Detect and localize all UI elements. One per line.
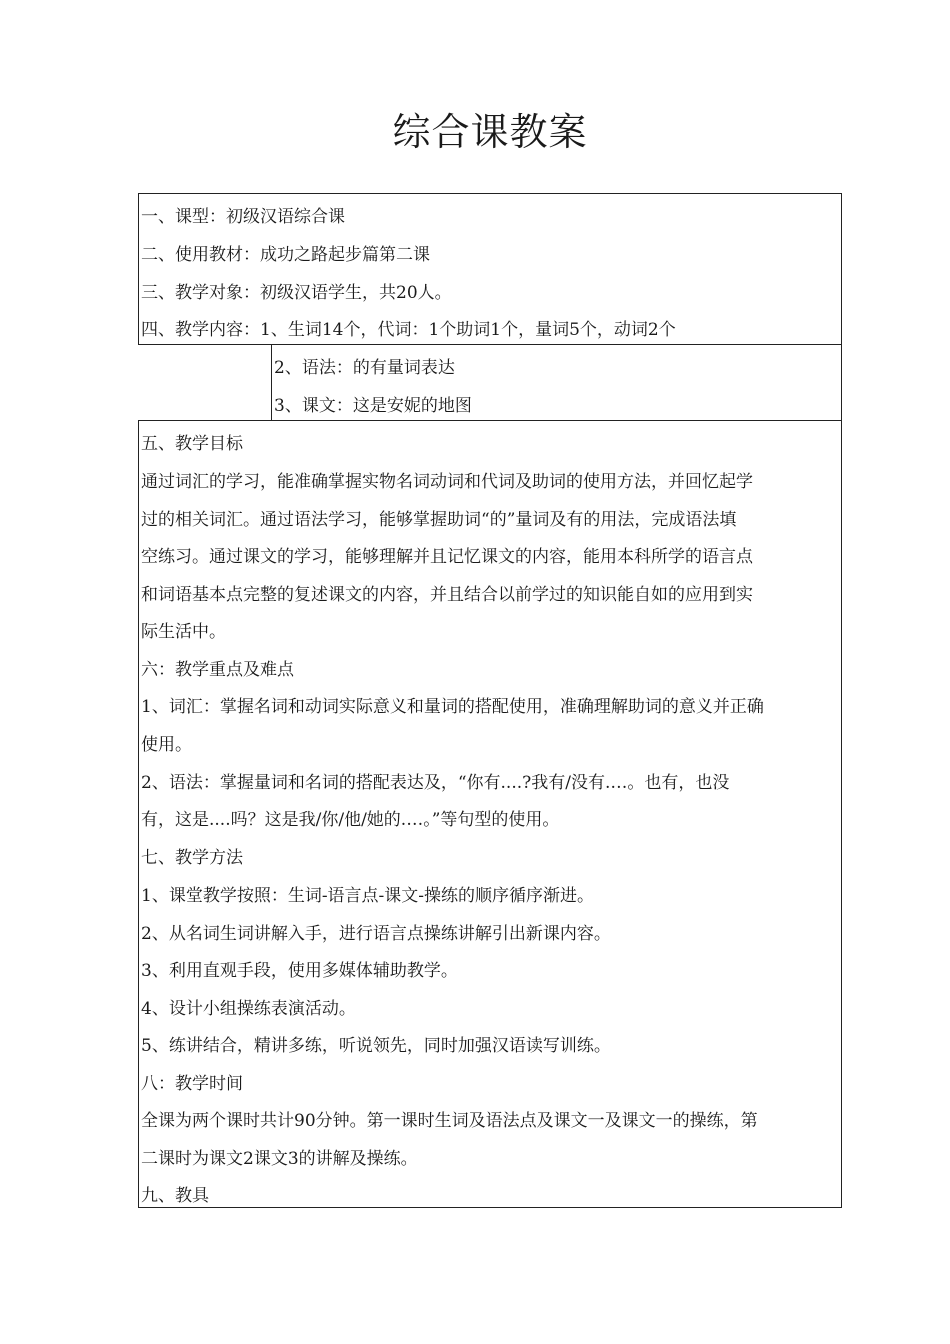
methods-heading: 七、教学方法 (141, 848, 243, 868)
content-line-3: 3、课文：这是安妮的地图 (274, 396, 472, 416)
course-type-line: 一、课型：初级汉语综合课 (141, 207, 345, 227)
methods-line: 4、设计小组操练表演活动。 (141, 999, 356, 1019)
goals-line: 空练习。通过课文的学习，能够理解并且记忆课文的内容，能用本科所学的语言点 (141, 547, 753, 567)
page-title: 综合课教案 (392, 110, 588, 154)
focus-line: 使用。 (141, 735, 192, 755)
time-heading: 八：教学时间 (141, 1074, 243, 1094)
content-line-2: 2、语法：的有量词表达 (274, 358, 455, 378)
time-line: 二课时为课文2课文3的讲解及操练。 (141, 1149, 418, 1169)
focus-line: 1、词汇：掌握名词和动词实际意义和量词的搭配使用，准确理解助词的意义并正确 (141, 697, 764, 717)
audience-line: 三、教学对象：初级汉语学生，共20人。 (141, 283, 452, 303)
methods-line: 2、从名词生词讲解入手，进行语言点操练讲解引出新课内容。 (141, 924, 611, 944)
goals-line: 和词语基本点完整的复述课文的内容，并且结合以前学过的知识能自如的应用到实 (141, 585, 753, 605)
content-line-1: 四、教学内容：1、生词14个，代词：1个助词1个，量词5个，动词2个 (141, 320, 676, 340)
textbook-line: 二、使用教材：成功之路起步篇第二课 (141, 245, 430, 265)
tools-heading: 九、教具 (141, 1186, 209, 1206)
goals-line: 通过词汇的学习，能准确掌握实物名词动词和代词及助词的使用方法，并回忆起学 (141, 472, 753, 492)
goals-line: 过的相关词汇。通过语法学习，能够掌握助词“的”量词及有的用法，完成语法填 (141, 510, 737, 530)
methods-line: 1、课堂教学按照：生词-语言点-课文-操练的顺序循序渐进。 (141, 886, 595, 906)
focus-line: 有，这是....吗？这是我/你/他/她的.…。”等句型的使用。 (141, 810, 560, 830)
methods-line: 3、利用直观手段，使用多媒体辅助教学。 (141, 961, 458, 981)
focus-line: 2、语法：掌握量词和名词的搭配表达及，“你有....?我有/没有.…。也有，也没 (141, 773, 730, 793)
methods-line: 5、练讲结合，精讲多练，听说领先，同时加强汉语读写训练。 (141, 1036, 611, 1056)
goals-heading: 五、教学目标 (141, 434, 243, 454)
goals-line: 际生活中。 (141, 622, 226, 642)
time-line: 全课为两个课时共计90分钟。第一课时生词及语法点及课文一及课文一的操练，第 (141, 1111, 758, 1131)
focus-heading: 六：教学重点及难点 (141, 660, 294, 680)
